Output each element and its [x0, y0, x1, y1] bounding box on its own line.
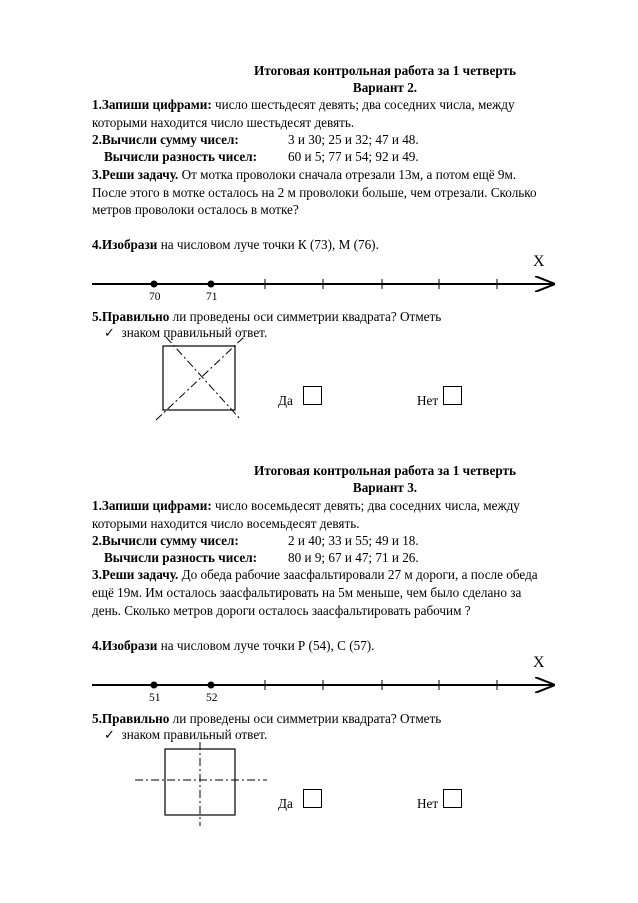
v3-subtitle: Вариант 3.	[352, 480, 418, 495]
v2-tick-label-2: 71	[206, 291, 218, 303]
v3-title: Итоговая контрольная работа за 1 четверть	[254, 463, 516, 478]
v2-yes-label: Да	[278, 393, 293, 408]
v3-task1-line2: которыми находится число восемьдесят девять.	[92, 516, 360, 531]
v2-square	[163, 346, 235, 410]
v2-title: Итоговая контрольная работа за 1 четверть	[254, 63, 516, 78]
v3-task4-line: 4.Изобрази на числовом луче точки Р (54), С (57).	[92, 638, 375, 653]
v2-task2-sum-items: 3 и 30; 25 и 32; 47 и 48.	[288, 132, 419, 147]
v3-task3-label: 3.Реши задачу.	[92, 567, 179, 582]
v2-task1-label: 1.Запиши цифрами:	[92, 97, 212, 112]
v2-task3-line1: 3.Реши задачу. От мотка проволоки сначала отрезали 13м, а потом ещё 9м.	[92, 167, 517, 182]
v3-tick-label-2: 52	[206, 692, 218, 704]
v2-point-70	[151, 281, 158, 288]
v3-task1-line1: 1.Запиши цифрами: число восемьдесят девять; два соседних числа, между	[92, 498, 520, 513]
v2-axis-letter: X	[533, 253, 545, 270]
v3-no-label: Нет	[417, 796, 439, 811]
v2-task5-line2: ✓ знаком правильный ответ.	[104, 325, 268, 341]
v2-point-71	[208, 281, 215, 288]
v3-task3-line1: 3.Реши задачу. До обеда рабочие заасфальтировали 27 м дороги, а после обеда	[92, 567, 538, 582]
v3-task5-line1: 5.Правильно ли проведены оси симметрии квадрата? Отметь	[92, 711, 442, 726]
v2-task2-sum-label: 2.Вычисли сумму чисел:	[92, 132, 239, 147]
v3-task2-sum-label: 2.Вычисли сумму чисел:	[92, 533, 239, 548]
check-icon: ✓	[104, 728, 115, 743]
v2-axis-diagonal-2	[166, 337, 241, 420]
v3-task2-diff-items: 80 и 9; 67 и 47; 71 и 26.	[288, 550, 419, 565]
v3-task3-line3: день. Сколько метров дороги осталось заасфальтировать рабочим ?	[92, 603, 471, 618]
v3-yes-label: Да	[278, 796, 293, 811]
v2-no-label: Нет	[417, 393, 439, 408]
v3-task5-line2: ✓ знаком правильный ответ.	[104, 727, 268, 743]
v3-task3-line2: ещё 19м. Им осталось заасфальтировать на 5м меньше, чем было сделано за	[92, 585, 522, 600]
v2-subtitle: Вариант 2.	[352, 80, 418, 95]
v2-task1-line2: которыми находится число шестьдесят девять.	[92, 115, 355, 130]
v2-task4-line: 4.Изобрази на числовом луче точки К (73), М (76).	[92, 237, 379, 252]
v2-task5-label: 5.Правильно	[92, 309, 170, 324]
v3-task5-label: 5.Правильно	[92, 711, 170, 726]
check-icon: ✓	[104, 326, 115, 341]
v2-task3-line2: После этого в мотке осталось на 2 м проволоки больше, чем отрезали. Сколько	[92, 185, 537, 200]
v2-number-line	[92, 279, 553, 289]
v3-point-52	[208, 682, 215, 689]
v3-task2-diff-label: Вычисли разность чисел:	[104, 550, 257, 565]
v2-tick-label-1: 70	[149, 291, 161, 303]
v3-axis-letter: X	[533, 654, 545, 671]
v2-task3-label: 3.Реши задачу.	[92, 167, 179, 182]
v2-task3-line3: метров проволоки осталось в мотке?	[92, 202, 299, 217]
v3-number-line	[92, 680, 553, 690]
v3-task4-label: 4.Изобрази	[92, 638, 158, 653]
v3-task1-label: 1.Запиши цифрами:	[92, 498, 212, 513]
v2-axis-diagonal-1	[156, 337, 244, 420]
v3-square-figure	[135, 742, 267, 826]
v3-task2-sum-items: 2 и 40; 33 и 55; 49 и 18.	[288, 533, 419, 548]
v3-point-51	[151, 682, 158, 689]
v2-task1-line1: 1.Запиши цифрами: число шестьдесят девять; два соседних числа, между	[92, 97, 515, 112]
v2-square-figure	[156, 337, 244, 420]
v3-tick-label-1: 51	[149, 692, 161, 704]
v2-task5-line1: 5.Правильно ли проведены оси симметрии квадрата? Отметь	[92, 309, 442, 324]
v2-task4-label: 4.Изобрази	[92, 237, 158, 252]
v2-task2-diff-label: Вычисли разность чисел:	[104, 149, 257, 164]
v2-task2-diff-items: 60 и 5; 77 и 54; 92 и 49.	[288, 149, 419, 164]
